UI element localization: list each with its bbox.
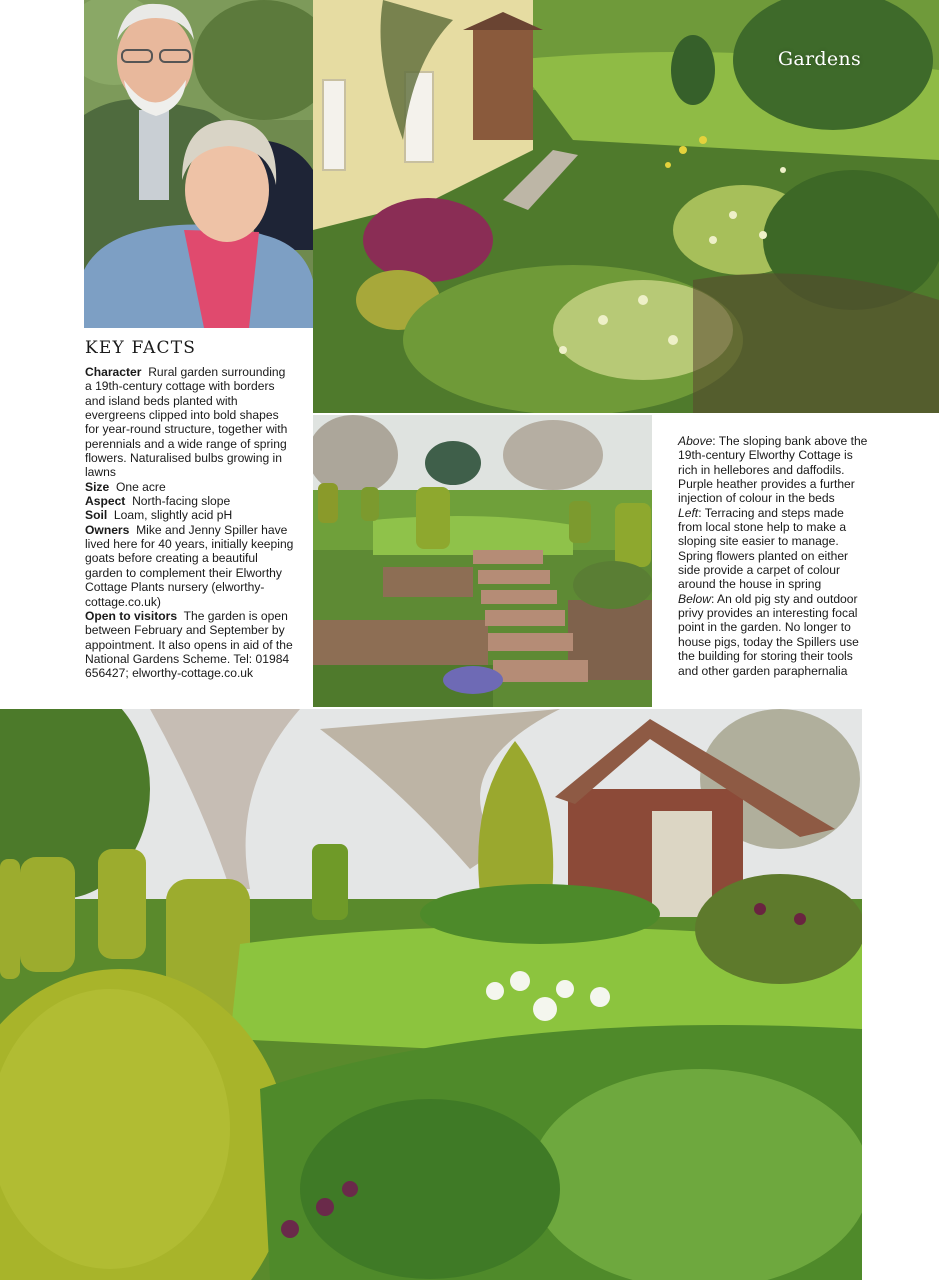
caption-label: Left <box>678 505 699 520</box>
section-label: Gardens <box>777 48 861 70</box>
key-facts-heading: KEY FACTS <box>85 338 197 358</box>
caption-left <box>678 506 868 592</box>
fact-label: Soil <box>85 508 108 523</box>
key-facts <box>85 338 295 681</box>
terracing-steps-photo <box>313 415 652 707</box>
fact-text: Rural garden surrounding a 19th-century cottage with borders and island beds planted with evergreens clipped into bold shapes for year-round structure, together with perennials and a wide range of spring flowers. Naturalised bulbs growing in lawns <box>85 365 288 480</box>
caption-below <box>678 592 868 678</box>
fact-size <box>85 480 295 494</box>
fact-text: North-facing slope <box>132 494 231 509</box>
caption-text: : Terracing and steps made from local stone help to make a sloping site easier to manage. Spring flowers planted on either side provide a carpet of colour around the house in spring <box>678 505 849 592</box>
fact-label: Owners <box>85 522 130 537</box>
fact-soil <box>85 508 295 522</box>
fact-aspect <box>85 494 295 508</box>
fact-open-to-visitors <box>85 609 295 681</box>
fact-text: Loam, slightly acid pH <box>113 508 233 523</box>
caption-label: Above <box>678 434 713 448</box>
fact-character <box>85 365 295 480</box>
fact-text: Mike and Jenny Spiller have lived here for 40 years, initially keeping goats before creating a beautiful garden to complement their Elworthy Cottage Plants nursery (elworthy-cottage.co.uk) <box>85 522 294 609</box>
fact-label: Aspect <box>85 494 126 509</box>
fact-label: Character <box>85 365 142 379</box>
owners-photo <box>84 0 313 328</box>
fact-text: The garden is open between February and September by appointment. It also opens in aid of the National Gardens Scheme. Tel: 01984 656427; elworthy-cottage.co.uk <box>85 608 293 681</box>
photo-captions <box>678 434 868 678</box>
sloping-bank-photo <box>313 0 939 413</box>
caption-above <box>678 434 868 506</box>
caption-label: Below <box>678 591 711 606</box>
pig-sty-photo <box>0 709 862 1280</box>
fact-label: Open to visitors <box>85 608 178 623</box>
fact-label: Size <box>85 479 110 494</box>
caption-text: : An old pig sty and outdoor privy provides an interesting focal point in the garden. No longer to house pigs, today the Spillers use the building for storing their tools and other garden paraphernalia <box>678 591 859 678</box>
fact-text: One acre <box>115 479 166 494</box>
fact-owners <box>85 523 295 609</box>
caption-text: : The sloping bank above the 19th-century Elworthy Cottage is rich in hellebores and daffodils. Purple heather provides a further injection of colour in the beds <box>678 434 868 506</box>
